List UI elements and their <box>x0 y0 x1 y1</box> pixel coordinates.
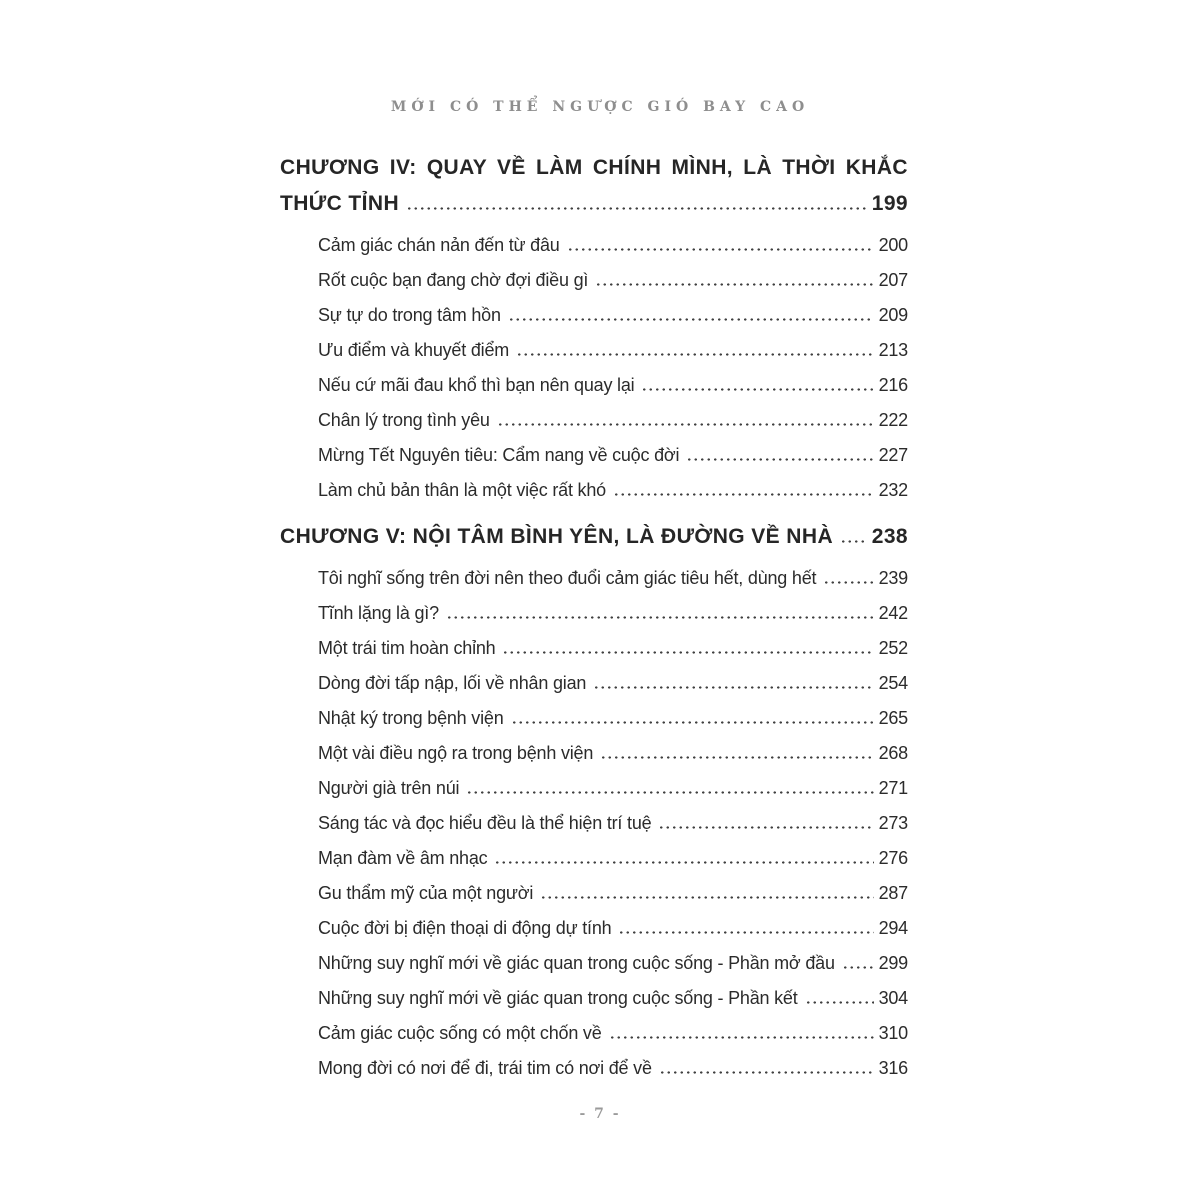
chapter-heading-text: THỨC TỈNH <box>280 192 400 215</box>
toc-section <box>280 519 908 1086</box>
toc-entry-title: Ưu điểm và khuyết điểm <box>318 340 510 360</box>
dot-leader <box>511 721 874 724</box>
toc-entry-title: Gu thẩm mỹ của một người <box>318 883 534 903</box>
chapter-heading-row <box>280 186 908 222</box>
dot-leader <box>641 388 873 391</box>
toc-entry-title: Tĩnh lặng là gì? <box>318 603 439 623</box>
chapter-heading-text: CHƯƠNG V: NỘI TÂM BÌNH YÊN, LÀ ĐƯỜNG VỀ NHÀ <box>280 525 834 548</box>
toc-entry-page-number: 268 <box>878 743 908 763</box>
toc-entry-page-number: 271 <box>878 778 908 798</box>
toc-entry-title: Rốt cuộc bạn đang chờ đợi điều gì <box>318 270 589 290</box>
dot-leader <box>593 686 873 689</box>
toc-entry-page-number: 227 <box>878 445 908 465</box>
toc-entry-page-number: 310 <box>878 1023 908 1043</box>
chapter-page-number: 199 <box>871 192 908 215</box>
toc-entry-page-number: 239 <box>878 568 908 588</box>
toc-entry-title: Chân lý trong tình yêu <box>318 410 490 430</box>
toc-entry-title: Sự tự do trong tâm hồn <box>318 305 501 325</box>
dot-leader <box>516 353 874 356</box>
toc-entry-title: Sáng tác và đọc hiểu đều là thể hiện trí tuệ <box>318 813 652 833</box>
dot-leader <box>466 791 873 794</box>
toc-entry-title: Mong đời có nơi để đi, trái tim có nơi để về <box>318 1058 652 1078</box>
dot-leader <box>406 207 867 210</box>
dot-leader <box>805 1001 874 1004</box>
toc-entry-page-number: 232 <box>878 480 908 500</box>
dot-leader <box>686 458 873 461</box>
toc-entry <box>318 596 908 631</box>
dot-leader <box>840 540 867 543</box>
toc-entry <box>318 473 908 508</box>
dot-leader <box>842 966 874 969</box>
toc-entry-page-number: 299 <box>878 953 908 973</box>
toc-entry <box>318 333 908 368</box>
toc-entry-title: Một trái tim hoàn chỉnh <box>318 638 496 658</box>
toc-entry-page-number: 265 <box>878 708 908 728</box>
toc-entry-page-number: 316 <box>878 1058 908 1078</box>
toc-entry-title: Mạn đàm về âm nhạc <box>318 848 488 868</box>
dot-leader <box>540 896 873 899</box>
toc-entry <box>318 806 908 841</box>
toc-entry-title: Cảm giác chán nản đến từ đâu <box>318 235 560 255</box>
dot-leader <box>613 493 874 496</box>
toc-entry-page-number: 216 <box>878 375 908 395</box>
toc-entry-title: Những suy nghĩ mới về giác quan trong cuộc sống - Phần mở đầu <box>318 953 835 973</box>
toc-entry-title: Dòng đời tấp nập, lối về nhân gian <box>318 673 587 693</box>
toc-entry-title: Những suy nghĩ mới về giác quan trong cuộc sống - Phần kết <box>318 988 798 1008</box>
dot-leader <box>609 1036 874 1039</box>
toc-entry-page-number: 209 <box>878 305 908 325</box>
dot-leader <box>497 423 874 426</box>
dot-leader <box>567 248 874 251</box>
toc-entry <box>318 666 908 701</box>
toc-entry-title: Nhật ký trong bệnh viện <box>318 708 504 728</box>
toc-entry-page-number: 294 <box>878 918 908 938</box>
toc-entry-list <box>280 561 908 1086</box>
dot-leader <box>823 581 873 584</box>
toc-entry-title: Làm chủ bản thân là một việc rất khó <box>318 480 606 500</box>
running-header: MỚI CÓ THỂ NGƯỢC GIÓ BAY CAO <box>390 99 810 115</box>
toc-entry <box>318 368 908 403</box>
dot-leader <box>446 616 874 619</box>
toc-entry <box>318 561 908 596</box>
dot-leader <box>508 318 874 321</box>
dot-leader <box>600 756 873 759</box>
toc-entry-page-number: 200 <box>878 235 908 255</box>
toc-entry-page-number: 273 <box>878 813 908 833</box>
toc-entry <box>318 228 908 263</box>
toc-entry-page-number: 242 <box>878 603 908 623</box>
toc-section <box>280 150 908 508</box>
toc-entry-title: Tôi nghĩ sống trên đời nên theo đuổi cảm giác tiêu hết, dùng hết <box>318 568 817 588</box>
toc-entry <box>318 981 908 1016</box>
toc-entry-page-number: 254 <box>878 673 908 693</box>
dot-leader <box>595 283 873 286</box>
dot-leader <box>659 1071 874 1074</box>
toc-entry <box>318 946 908 981</box>
toc-entry-page-number: 213 <box>878 340 908 360</box>
toc-entry-page-number: 222 <box>878 410 908 430</box>
chapter-heading-row <box>280 519 908 555</box>
chapter-heading-line: CHƯƠNG IV: QUAY VỀ LÀM CHÍNH MÌNH, LÀ THỜI KHẮC <box>280 156 908 179</box>
toc-entry-page-number: 304 <box>878 988 908 1008</box>
chapter-page-number: 238 <box>871 525 908 548</box>
toc-entry-page-number: 252 <box>878 638 908 658</box>
toc-entry <box>318 298 908 333</box>
toc-entry <box>318 403 908 438</box>
toc-entry <box>318 263 908 298</box>
page-number-footer: - 7 - <box>579 1106 621 1122</box>
toc-entry <box>318 631 908 666</box>
dot-leader <box>494 861 873 864</box>
toc-entry-list <box>280 228 908 508</box>
toc-entry-title: Người già trên núi <box>318 778 460 798</box>
toc-entry-title: Mừng Tết Nguyên tiêu: Cẩm nang về cuộc đời <box>318 445 680 465</box>
toc-entry <box>318 911 908 946</box>
toc-entry-title: Nếu cứ mãi đau khổ thì bạn nên quay lại <box>318 375 635 395</box>
toc-entry <box>318 438 908 473</box>
toc-entry-title: Cuộc đời bị điện thoại di động dự tính <box>318 918 612 938</box>
dot-leader <box>658 826 873 829</box>
toc-entry-page-number: 287 <box>878 883 908 903</box>
toc-entry <box>318 841 908 876</box>
toc-entry-page-number: 207 <box>878 270 908 290</box>
toc-entry <box>318 736 908 771</box>
toc-entry <box>318 876 908 911</box>
toc-entry <box>318 1016 908 1051</box>
toc-entry-page-number: 276 <box>878 848 908 868</box>
toc-entry-title: Một vài điều ngộ ra trong bệnh viện <box>318 743 594 763</box>
dot-leader <box>618 931 873 934</box>
toc-entry-title: Cảm giác cuộc sống có một chốn về <box>318 1023 602 1043</box>
toc-entry <box>318 701 908 736</box>
dot-leader <box>502 651 873 654</box>
toc-entry <box>318 771 908 806</box>
table-of-contents <box>280 150 908 1086</box>
toc-entry <box>318 1051 908 1086</box>
